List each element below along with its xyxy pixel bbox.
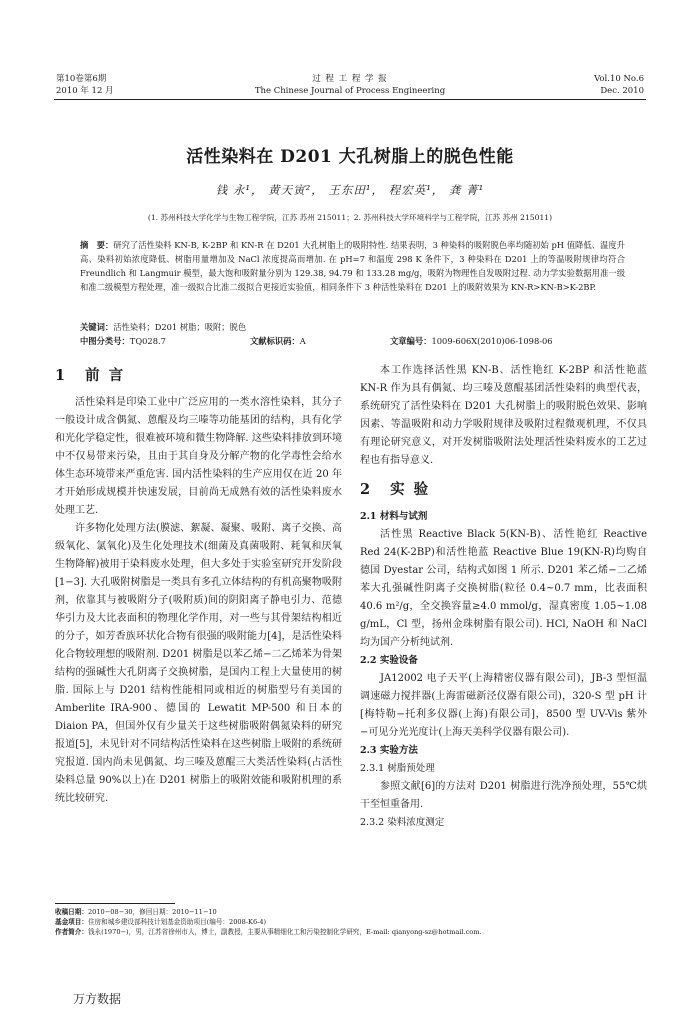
abstract bbox=[80, 238, 625, 294]
footnote-received: 收稿日期：2010−08−30，修回日期：2010−11−10 bbox=[55, 908, 217, 916]
intro-paragraph-1: 活性染料是印染工业中广泛应用的一类水溶性染料，其分子一般设计成含偶氮、蒽醌及均三嗪等功能基团的结构，具有化学和光化学稳定性，很难被环境和微生物降解. 这些染料排放到环境中不仅易带来污染，且由于其自身及分解产物的化学毒性会给水体生态环境带来严重危害. 国内活性染料的生产应用仅在近 20 年才开始形成规模并快速发展，目前尚无成熟有效的活性染料废水处理工艺. bbox=[55, 397, 342, 516]
clc-value: TQ028.7 bbox=[129, 336, 166, 346]
affiliations: (1. 苏州科技大学化学与生物工程学院，江苏 苏州 215011；2. 苏州科技大学环境科学与工程学院，江苏 苏州 215011) bbox=[147, 213, 553, 222]
paper-title: 活性染料在 D201 大孔树脂上的脱色性能 bbox=[186, 147, 514, 167]
intro-paragraph-3: 本工作选择活性黑 KN-B、活性艳红 K-2BP 和活性艳蓝 KN-R 作为具有偶氮、均三嗪及蒽醌基团活性染料的典型代表，系统研究了活性染料在 D201 大孔树脂上的吸附脱色效果、影响因素、等温吸附和动力学吸附规律及吸附过程微观机理，不仅具有理论研究意义，对开发树脂吸附法处理活性染料废水的工艺过程也有指导意义. bbox=[360, 365, 647, 466]
section-2-3-1-heading: 2.3.1 树脂预处理 bbox=[360, 763, 435, 774]
clc-label: 中图分类号： bbox=[80, 336, 130, 346]
pretreatment-paragraph: 参照文献[6]的方法对 D201 树脂进行洗净预处理，55℃烘干至恒重备用. bbox=[360, 781, 647, 810]
footnote bbox=[55, 907, 645, 937]
section-2-1-heading: 2.1 材料与试剂 bbox=[360, 511, 428, 522]
left-column bbox=[55, 362, 342, 808]
section-2-3-2-heading: 2.3.2 染料浓度测定 bbox=[360, 817, 445, 828]
watermark: 万方数据 bbox=[73, 992, 122, 1006]
equipment-paragraph: JA12002 电子天平(上海精密仪器有限公司)，JB-3 型恒温调速磁力搅拌器(上海雷磁新泾仪器有限公司)，320-S 型 pH 计[梅特勒−托利多仪器(上海)有限公司]，8500 型 UV-Vis 紫外−可见分光光度计(上海天美科学仪器有限公司). bbox=[360, 673, 647, 738]
section-2-3-heading: 2.3 实验方法 bbox=[360, 745, 418, 756]
article-no-value: 1009-606X(2010)06-1098-06 bbox=[431, 336, 553, 346]
abstract-text: 研究了活性染料 KN-B, K-2BP 和 KN-R 在 D201 大孔树脂上的吸附特性. 结果表明，3 种染料的吸附脱色率均随初始 pH 值降低、温度升高、染料初始浓度降低、树脂用量增加及 NaCl 浓度提高而增加. 在 pH=7 和温度 298 K 条件下，3 种染料在 D201 上的等温吸附规律均符合 Freundlich 和 Langmuir 模型，最大饱和吸附量分别为 129.38, 94.79 和 133.28 mg/g，吸附为物理性自发吸附过程. 动力学实验数据用准一级和准二级模型方程处理，准一级拟合比准二级拟合更接近实验值，相同条件下 3 种活性染料在 D201 上的吸附效果为 KN-R>KN-B>K-2BP. bbox=[80, 240, 625, 292]
header-journal-name: 过 程 工 程 学 报 The Chinese Journal of Process Engineering bbox=[254, 74, 446, 96]
section-2-heading: 2 实 验 bbox=[360, 481, 431, 498]
section-1-heading: 1 前 言 bbox=[55, 367, 126, 384]
article-no-label: 文章编号： bbox=[390, 336, 432, 346]
section-2-2-heading: 2.2 实验设备 bbox=[360, 655, 418, 666]
footnote-rule bbox=[55, 903, 175, 904]
doc-code-value: A bbox=[299, 336, 306, 346]
right-column bbox=[360, 362, 647, 832]
materials-paragraph: 活性黑 Reactive Black 5(KN-B)、活性艳红 Reactive Red 24(K-2BP)和活性艳蓝 Reactive Blue 19(KN-R)均购自德国 Dyestar 公司，结构式如图 1 所示. D201 苯乙烯−二乙烯苯大孔强碱性阴离子交换树脂(粒径 0.4~0.7 mm，比表面积 40.6 m²/g，全交换容量≥4.0 mmol/g，湿真密度 1.05~1.08 g/mL，Cl 型，扬州金珠树脂有限公司). HCl, NaOH 和 NaCl 均为国产分析纯试剂. bbox=[360, 529, 647, 648]
keywords-text: 活性染料；D201 树脂；吸附；脱色 bbox=[113, 322, 247, 332]
doc-code-label: 文献标识码： bbox=[250, 336, 300, 346]
abstract-label: 摘 要： bbox=[80, 240, 114, 250]
intro-paragraph-2: 许多物化处理方法(膜滤、絮凝、凝聚、吸附、离子交换、高级氧化、氯氧化)及生化处理技术(细菌及真菌吸附、耗氧和厌氧生物降解)被用于染料废水处理，但大多处于实验室研究开发阶段[1−3]. 大孔吸附树脂是一类具有多孔立体结构的有机高聚物吸附剂，依靠其与被吸附分子(吸附质)间的阴阳离子静电引力、范德华引力及大比表面积的物理化学作用，对一些与其骨架结构相近的分子，如芳香族环状化合物有很强的吸附能力[4]，是活性染料化合物较理想的吸附剂. D201 树脂是以苯乙烯−二乙烯苯为骨架结构的强碱性大孔阴离子交换树脂，是国内工程上大量使用的树脂. 国际上与 D201 结构性能相同或相近的树脂型号有美国的 Amberlite IRA-900、德国的 Lewatit MP-500 和日本的 Diaion PA，但国外仅有少量关于这些树脂吸附偶氮染料的研究报道[5]，未见针对不同结构活性染料在这些树脂上吸附的系统研究报道. 国内尚未见偶氮、均三嗪及蒽醌三大类活性染料(占活性染料总量 90%以上)在 D201 树脂上的吸附效能和吸附机理的系统比较研究. bbox=[55, 523, 342, 804]
header-rule bbox=[54, 99, 646, 100]
header-volume-en: Vol.10 No.6 Dec. 2010 bbox=[594, 74, 644, 96]
author-list: 钱 永¹， 黄天寅²， 王东田¹， 程宏英¹， 龚 菁¹ bbox=[215, 183, 485, 197]
footnote-author: 作者简介：钱永(1970−)，男，江苏省徐州市人，博士，副教授，主要从事精细化工和污染控制化学研究，E-mail: qianyong-sz@hotmail.com. bbox=[55, 928, 482, 936]
footnote-fund: 基金项目：住房和城乡建设部科技计划基金资助项目(编号：2008-K6-4) bbox=[55, 918, 267, 926]
journal-header bbox=[56, 73, 644, 99]
header-volume: 第10卷第6期 2010 年 12 月 bbox=[56, 74, 114, 96]
keywords bbox=[80, 320, 625, 334]
keywords-label: 关键词： bbox=[80, 322, 114, 332]
classification bbox=[80, 334, 625, 348]
